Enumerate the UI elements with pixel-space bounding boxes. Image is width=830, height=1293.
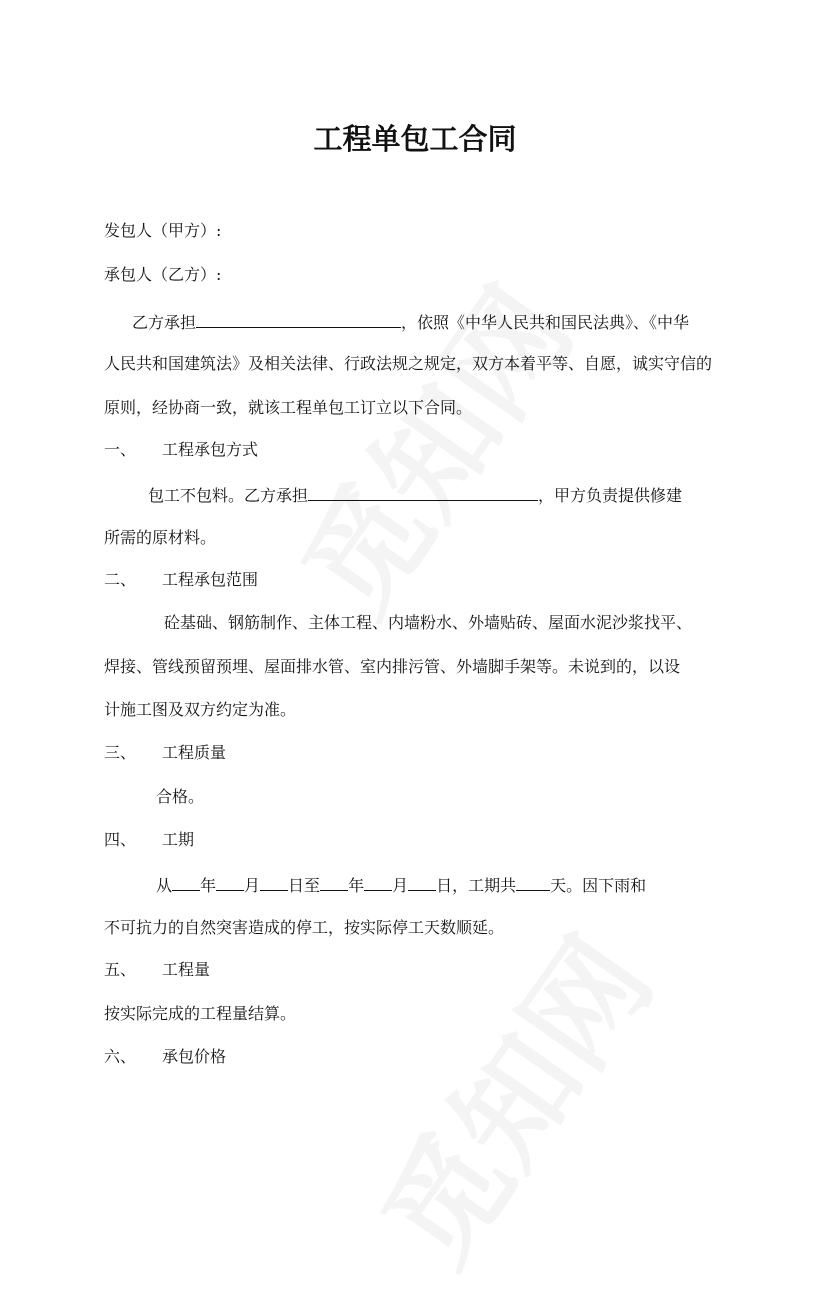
section-number: 二、	[104, 570, 137, 589]
s4-text: 月	[392, 876, 409, 895]
section-title: 工程承包方式	[162, 440, 259, 459]
s1-line-1	[148, 484, 682, 506]
party-a-label: 发包人（甲方）:	[104, 221, 222, 240]
s4-line-2: 不可抗力的自然突害造成的停工，按实际停工天数顺延。	[104, 918, 505, 937]
watermark	[256, 249, 603, 643]
s4-text: 天。因下雨和	[550, 876, 647, 895]
section-title: 工期	[162, 830, 195, 849]
s4-text: 年	[348, 876, 365, 895]
end-day-blank[interactable]	[408, 874, 436, 891]
s4-text: 从	[156, 876, 173, 895]
start-day-blank[interactable]	[260, 874, 288, 891]
s4-line-1	[156, 874, 646, 896]
s1-text: 包工不包料。乙方承担	[148, 486, 309, 505]
section-heading-5	[104, 960, 210, 980]
intro-line-3: 原则，经协商一致，就该工程单包工订立以下合同。	[104, 398, 473, 417]
party-b-label: 承包人（乙方）:	[104, 265, 222, 284]
s4-text: 日至	[288, 876, 321, 895]
section-heading-2	[104, 570, 258, 590]
s4-text: 月	[244, 876, 261, 895]
s2-line-1: 砼基础、钢筋制作、主体工程、内墙粉水、外墙贴砖、屋面水泥沙浆找平、	[164, 613, 693, 632]
section-heading-6	[104, 1047, 226, 1067]
s4-text: 日，工期共	[436, 876, 517, 895]
intro-line-2: 人民共和国建筑法》及相关法律、行政法规之规定，双方本着平等、自愿，诚实守信的	[104, 354, 713, 373]
start-month-blank[interactable]	[216, 874, 244, 891]
end-year-blank[interactable]	[320, 874, 348, 891]
section-heading-4	[104, 830, 194, 850]
blank-field[interactable]	[308, 484, 538, 501]
section-number: 一、	[104, 440, 137, 459]
section-title: 承包价格	[162, 1047, 227, 1066]
s3-line-1: 合格。	[156, 787, 205, 806]
section-number: 五、	[104, 960, 137, 979]
section-title: 工程承包范围	[162, 570, 259, 589]
days-blank[interactable]	[516, 874, 550, 891]
blank-field[interactable]	[196, 311, 401, 328]
intro-text: 乙方承担	[132, 313, 197, 332]
intro-text: ，依照《中华人民共和国民法典》、《中华	[401, 313, 690, 332]
section-heading-1	[104, 440, 258, 460]
section-title: 工程质量	[162, 743, 227, 762]
section-heading-3	[104, 743, 226, 763]
s4-text: 年	[200, 876, 217, 895]
intro-line-1	[132, 311, 689, 333]
s5-line-1: 按实际完成的工程量结算。	[104, 1004, 297, 1023]
s1-text: ，甲方负责提供修建	[538, 486, 683, 505]
section-number: 三、	[104, 743, 137, 762]
s2-line-3: 计施工图及双方约定为准。	[104, 700, 297, 719]
section-number: 六、	[104, 1047, 137, 1066]
watermark	[336, 899, 683, 1293]
end-month-blank[interactable]	[364, 874, 392, 891]
start-year-blank[interactable]	[172, 874, 200, 891]
section-number: 四、	[104, 830, 137, 849]
page-title: 工程单包工合同	[313, 122, 517, 156]
s1-line-2: 所需的原材料。	[104, 528, 217, 547]
s2-line-2: 焊接、管线预留预埋、屋面排水管、室内排污管、外墙脚手架等。未说到的，以设	[104, 657, 681, 676]
section-title: 工程量	[162, 960, 211, 979]
